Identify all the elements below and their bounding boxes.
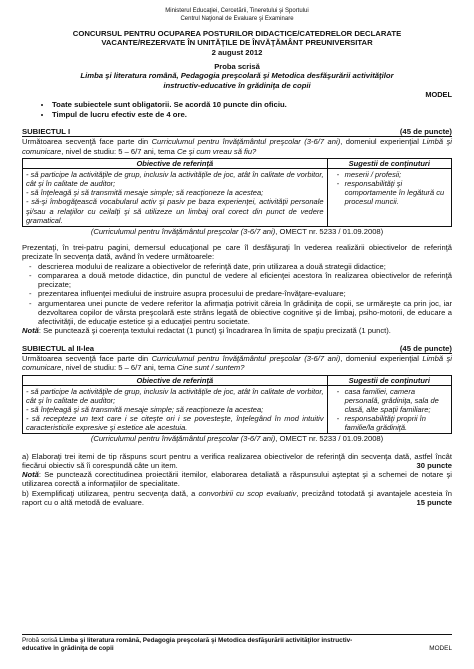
subject-1-heading	[22, 127, 452, 137]
table-header-contents: Sugestii de conţinuturi	[327, 158, 451, 168]
task-item: - compararea a două metode didactice, din punctul de vedere al eficienţei acestora în realizarea obiectivelor de referinţă precizate;	[38, 271, 452, 290]
page-footer	[22, 634, 452, 653]
rule-item: • Toate subiectele sunt obligatorii. Se acordă 10 puncte din oficiu.	[52, 100, 452, 109]
subject-1-source	[22, 227, 452, 236]
content-item: - meserii / profesii;	[345, 170, 448, 179]
footer-prefix: Probă scrisă	[22, 637, 60, 644]
task-item: - prezentarea influenţei mediului de instruire asupra procesului de predare-învăţare-evaluare;	[38, 289, 452, 298]
requirement-b	[22, 489, 452, 508]
ministry-header	[22, 8, 452, 23]
subject-1-intro	[22, 137, 452, 156]
subject-1-points: (45 de puncte)	[399, 127, 452, 137]
contents-list	[331, 387, 448, 433]
exam-subject-line-1: Limba şi literatura română, Pedagogia preşcolară şi Metodica desfăşurării activităţilor	[80, 71, 394, 81]
note-text: : Se punctează şi coerenţa textului redactat (1 punct) şi încadrarea în limita de spaţiu precizată (1 punct).	[38, 326, 391, 336]
table-header-objectives: Obiective de referinţă	[23, 375, 328, 385]
note-text: : Se punctează corectitudinea proiectării itemilor, elaborarea detaliată a răspunsului aşteptat şi a schemei de notare şi utilizarea corectă a informaţiilor de specialitate.	[22, 470, 452, 489]
subject-1-note	[22, 326, 452, 335]
contents-cell	[327, 385, 451, 434]
subject-2-source	[22, 434, 452, 443]
subject-1-task-intro: Prezentaţi, în trei-patru pagini, demersul educaţional pe care îl desfăşuraţi în vederea realizării obiectivelor de referinţă precizate în secvenţa dată, având în vedere următoarele:	[22, 243, 452, 262]
subject-2-title: SUBIECTUL al II-lea	[22, 343, 95, 353]
contest-line-2: VACANTE/REZERVATE ÎN UNITĂŢILE DE ÎNVĂŢĂMÂNT PREUNIVERSITAR	[101, 38, 373, 48]
content-item: - casa familiei, camera personală, grădiniţa, sala de clasă, alte spaţii familiare;	[345, 387, 448, 414]
intro-theme: Cine sunt / suntem?	[176, 363, 245, 373]
contest-line-1: CONCURSUL PENTRU OCUPAREA POSTURILOR DIDACTICE/CATEDRELOR DECLARATE	[72, 29, 402, 38]
objective-item: - să înţeleagă şi să transmită mesaje simple; să reacţioneze la acestea;	[26, 188, 264, 198]
table-header-objectives: Obiective de referinţă	[23, 158, 328, 168]
source-italic: (Curriculumul pentru învăţământul preşcolar (3-6/7 ani)	[90, 226, 276, 236]
note-label: Notă	[22, 470, 39, 480]
center-line: Centrul Naţional de Evaluare şi Examinare	[180, 15, 294, 22]
intro-text: , domeniul experienţial	[340, 354, 423, 364]
intro-text: Următoarea secvenţă face parte din	[22, 137, 152, 147]
model-label: MODEL	[425, 90, 452, 100]
objective-item: - să înţeleagă şi să transmită mesaje simple; să reacţioneze la acestea;	[26, 404, 264, 414]
subject-1-table	[22, 158, 452, 227]
objective-item: - să participe la activităţile de grup, inclusiv la activităţile de joc, atât în calitate de vorbitor, cât şi în calitate de auditor;	[26, 386, 324, 405]
subject-1-tasks	[22, 262, 452, 327]
ministry-line: Ministerul Educaţiei, Cercetării, Tineretului şi Sportului	[165, 8, 309, 14]
subject-2-note	[22, 470, 452, 489]
objectives-cell	[23, 385, 328, 434]
requirement-a-points: 30 puncte	[416, 460, 452, 470]
contents-cell	[327, 169, 451, 227]
subject-2-heading	[22, 344, 452, 354]
requirement-a-text: a) Elaboraţi trei itemi de tip răspuns scurt pentru a verifica realizarea obiectivelor de referinţă din secvenţa dată, astfel încât fiecărui obiectiv să îi corespundă câte un item.	[22, 451, 452, 470]
source-rest: , OMECT nr. 5233 / 01.09.2008)	[275, 226, 384, 236]
source-rest: , OMECT nr. 5233 / 01.09.2008)	[275, 434, 384, 444]
subject-2-points: (45 de puncte)	[399, 343, 452, 353]
footer-subject: Limba şi literatura română, Pedagogia preşcolară şi Metodica desfăşurării activităţilor instructiv-educative în grădiniţa de copii	[22, 637, 353, 652]
intro-domain: Limbă şi comunicare	[22, 354, 452, 373]
content-item: - responsabilităţi şi comportamente în legătură cu procesul muncii.	[345, 179, 448, 206]
intro-curriculum: Curriculumul pentru învăţământul preşcolar (3-6/7 ani)	[151, 137, 341, 147]
proba-label: Proba scrisă	[214, 62, 260, 72]
contest-title	[22, 29, 452, 57]
requirement-b-text: b) Exemplificaţi utilizarea, pentru secvenţa dată, a	[22, 488, 199, 498]
intro-text: Următoarea secvenţă face parte din	[22, 354, 152, 364]
subject-2-intro	[22, 354, 452, 373]
requirement-a	[22, 452, 452, 471]
general-rules	[22, 100, 452, 119]
requirement-b-method: convorbirii cu scop evaluativ	[198, 488, 297, 498]
subject-1-title: SUBIECTUL I	[22, 127, 71, 137]
intro-text: , domeniul experienţial	[340, 137, 423, 147]
contest-date: 2 august 2012	[211, 47, 263, 57]
footer-model: MODEL	[429, 645, 452, 652]
table-header-contents: Sugestii de conţinuturi	[327, 375, 451, 385]
exam-subject-line-2: instructiv-educative în grădiniţa de copii	[163, 80, 311, 90]
note-label: Notă	[22, 326, 39, 336]
contents-list	[331, 170, 448, 207]
source-italic: (Curriculumul pentru învăţământul preşcolar (3-6/7 ani)	[90, 434, 276, 444]
rule-item: • Timpul de lucru efectiv este de 4 ore.	[52, 110, 452, 119]
requirement-b-points: 15 puncte	[416, 497, 452, 507]
objective-item: - să-şi îmbogăţească vocabularul activ şi pasiv pe baza experienţei, activităţii personale şi/sau a relaţiilor cu ceilalţi şi să utilizeze un limbaj oral corect din punct de vedere gramatical.	[26, 197, 324, 225]
objective-item: - să participe la activităţile de grup, inclusiv la activităţile de joc, atât în calitate de vorbitor, cât şi în calitate de auditor;	[26, 170, 324, 189]
exam-subject	[22, 71, 452, 90]
task-item: - descrierea modului de realizare a obiectivelor de referinţă date, prin utilizarea a două strategii didactice;	[38, 262, 452, 271]
intro-domain: Limbă şi comunicare	[22, 137, 452, 156]
objectives-cell	[23, 169, 328, 227]
task-item: - argumentarea unei puncte de vedere referitor la afirmaţia potrivit căreia în grădiniţa de copii, se urmăreşte ca prin joc, iar dezvoltarea copilor de vârsta preşcolară este strâns legată de obiective cognitive şi de limbaj, psiho-motorii, de educare a afectivităţii, de educaţie estetice şi a educaţiei pentru societate.	[38, 299, 452, 327]
footer-exam-title	[22, 637, 366, 653]
objective-item: - să recepteze un text care i se citeşte ori i se povesteşte, înţelegând în mod intuitiv caracteristicile expresive şi estetice ale acestuia.	[26, 414, 324, 433]
intro-text: , nivel de studiu: 5 – 6/7 ani, tema	[61, 363, 177, 373]
content-item: - responsabilităţi proprii în familie/la grădiniţă.	[345, 414, 448, 432]
intro-curriculum: Curriculumul pentru învăţământul preşcolar (3-6/7 ani)	[151, 354, 341, 364]
requirement-b-text: , precizând totodată şi avantajele acesteia în raport cu o altă metodă de evaluare.	[22, 488, 452, 507]
subject-2-table	[22, 375, 452, 435]
intro-theme: Ce şi cum vreau să fiu?	[176, 146, 257, 156]
intro-text: , nivel de studiu: 5 – 6/7 ani, tema	[61, 146, 177, 156]
